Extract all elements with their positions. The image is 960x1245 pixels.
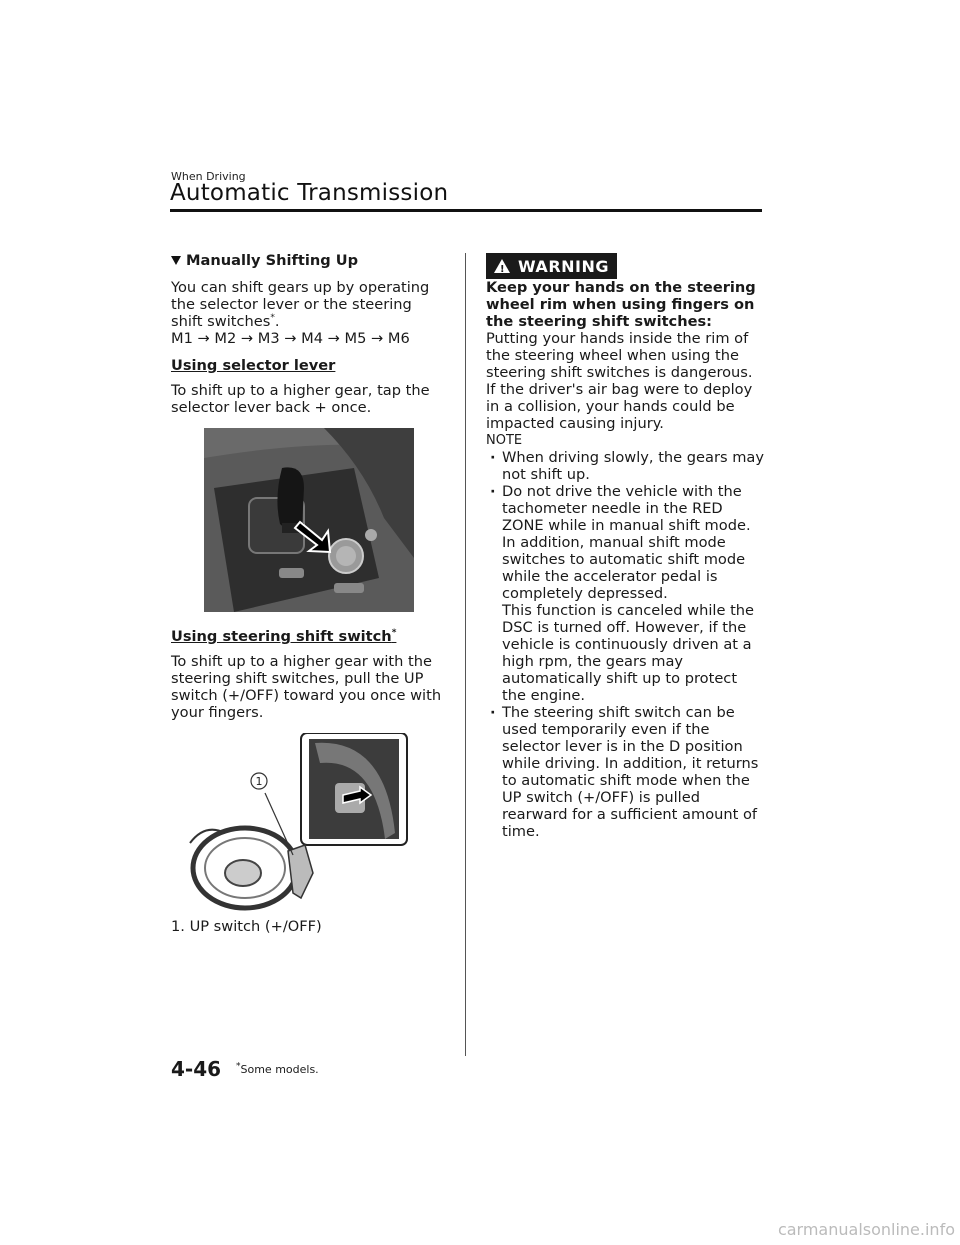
watermark: carmanualsonline.info: [777, 1220, 955, 1239]
left-column: [171, 252, 446, 935]
gear-sequence: M1 → M2 → M3 → M4 → M5 → M6: [171, 330, 410, 347]
list-item: · When driving slowly, the gears may not shift up.: [486, 449, 764, 483]
steering-switch-text: To shift up to a higher gear with the steering shift switches, pull the UP switch (+/OFF) toward you once with your fingers.: [171, 653, 442, 721]
page-title: Automatic Transmission: [170, 180, 449, 206]
list-item: · The steering shift switch can be used temporarily even if the selector lever is in the D position while driving. In addition, it returns to automatic shift mode when the UP switch (+/OFF) is pulled rearward for a sufficient amount of time.: [486, 704, 764, 840]
section-heading: Manually Shifting Up: [171, 252, 446, 269]
selector-lever-text: To shift up to a higher gear, tap the selector lever back + once.: [171, 382, 430, 416]
callout-number: 1: [255, 775, 263, 788]
warning-heading: Keep your hands on the steering wheel rim when using fingers on the steering shift switches:: [486, 279, 756, 330]
page-number: 4-46: [171, 1057, 222, 1081]
subheading-selector-lever: Using selector lever: [171, 357, 336, 374]
notes-list: [486, 449, 764, 840]
right-column: [486, 253, 764, 840]
selector-lever-illustration: [204, 428, 414, 612]
footnote: *Some models.: [236, 1061, 319, 1076]
steering-wheel-figure: [185, 733, 435, 918]
steering-shift-illustration: [185, 733, 435, 918]
subheading-steering-shift-switch: Using steering shift switch*: [171, 628, 397, 645]
chapter-label: When Driving: [171, 170, 246, 183]
note-label: NOTE: [486, 433, 523, 448]
warning-text: Putting your hands inside the rim of the steering wheel when using the steering shift switches is dangerous. If the driver's air bag were to deploy in a collision, your hands could be impacted causing injury.: [486, 330, 753, 432]
warning-badge: ! WARNING: [486, 253, 617, 279]
intro-paragraph: You can shift gears up by operating the selector lever or the steering shift switches*.: [171, 279, 430, 330]
selector-lever-photo: [204, 428, 414, 612]
warning-icon: !: [494, 259, 510, 273]
figure-caption: 1. UP switch (+/OFF): [171, 918, 322, 935]
list-item: · Do not drive the vehicle with the tachometer needle in the RED ZONE while in manual shift mode. In addition, manual shift mode switches to automatic shift mode while the accelerator pedal is completely depressed. This function is canceled while the DSC is turned off. However, if the vehicle is continuously driven at a high rpm, the gears may automatically shift up to protect the engine.: [486, 483, 764, 704]
header-rule: [170, 209, 762, 212]
column-divider: [465, 253, 466, 1056]
triangle-down-icon: [171, 256, 181, 265]
